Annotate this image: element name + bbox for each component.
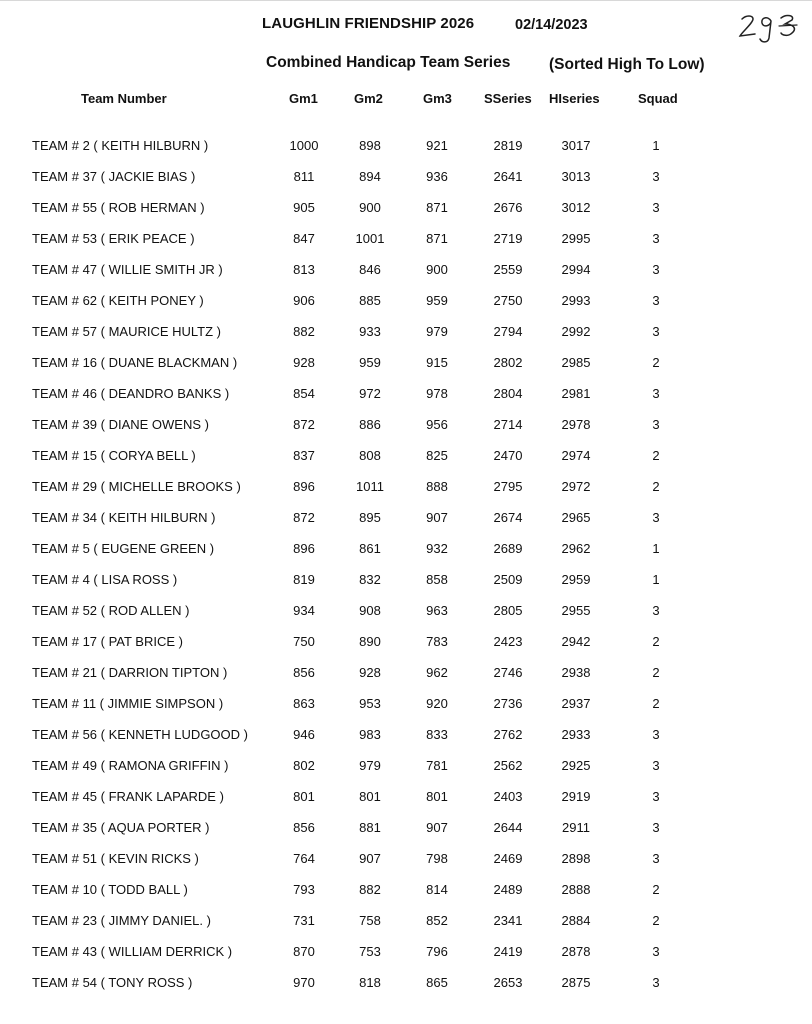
squad-number: 2 (652, 479, 660, 494)
game-2-score: 753 (359, 944, 381, 959)
table-row (0, 882, 812, 913)
handicap-series: 2875 (561, 975, 591, 990)
handicap-series: 2955 (561, 603, 591, 618)
table-row (0, 386, 812, 417)
game-1-score: 750 (293, 634, 315, 649)
report-subtitle: Combined Handicap Team Series (266, 54, 511, 71)
squad-number: 3 (652, 944, 660, 959)
table-row (0, 975, 812, 1006)
game-3-score: 921 (426, 138, 448, 153)
squad-number: 3 (652, 200, 660, 215)
table-row (0, 355, 812, 386)
squad-number: 3 (652, 386, 660, 401)
squad-number: 1 (652, 541, 660, 556)
squad-number: 3 (652, 758, 660, 773)
handicap-series: 3012 (561, 200, 591, 215)
team-name: TEAM # 55 ( ROB HERMAN ) (32, 200, 205, 215)
game-3-score: 852 (426, 913, 448, 928)
handicap-series: 2911 (562, 820, 590, 835)
game-2-score: 846 (359, 262, 381, 277)
scratch-series: 2736 (493, 696, 523, 711)
squad-number: 1 (652, 138, 660, 153)
game-3-score: 907 (426, 510, 448, 525)
game-1-score: 946 (293, 727, 315, 742)
game-3-score: 956 (426, 417, 448, 432)
team-name: TEAM # 45 ( FRANK LAPARDE ) (32, 789, 224, 804)
team-name: TEAM # 10 ( TODD BALL ) (32, 882, 188, 897)
game-3-score: 801 (426, 789, 448, 804)
scratch-series: 2423 (493, 634, 523, 649)
header-team-number: Team Number (81, 91, 167, 106)
game-1-score: 872 (293, 510, 315, 525)
team-name: TEAM # 56 ( KENNETH LUDGOOD ) (32, 727, 248, 742)
game-3-score: 814 (426, 882, 448, 897)
game-2-score: 1011 (356, 479, 384, 494)
game-2-score: 933 (359, 324, 381, 339)
table-row (0, 758, 812, 789)
team-name: TEAM # 34 ( KEITH HILBURN ) (32, 510, 216, 525)
team-name: TEAM # 51 ( KEVIN RICKS ) (32, 851, 199, 866)
squad-number: 2 (652, 696, 660, 711)
game-2-score: 861 (359, 541, 381, 556)
team-name: TEAM # 46 ( DEANDRO BANKS ) (32, 386, 230, 401)
game-2-score: 983 (359, 727, 381, 742)
table-row (0, 634, 812, 665)
game-1-score: 896 (293, 479, 315, 494)
table-row (0, 169, 812, 200)
scratch-series: 2489 (493, 882, 523, 897)
game-1-score: 813 (293, 262, 315, 277)
scratch-series: 2641 (493, 169, 523, 184)
handicap-series: 2994 (561, 262, 591, 277)
table-row (0, 603, 812, 634)
handicap-series: 2972 (561, 479, 591, 494)
game-3-score: 858 (426, 572, 448, 587)
game-1-score: 882 (293, 324, 315, 339)
handicap-series: 2978 (561, 417, 591, 432)
game-3-score: 833 (426, 727, 448, 742)
scratch-series: 2419 (493, 944, 523, 959)
game-2-score: 890 (359, 634, 381, 649)
scratch-series: 2805 (493, 603, 523, 618)
game-3-score: 936 (426, 169, 448, 184)
team-name: TEAM # 16 ( DUANE BLACKMAN ) (32, 355, 238, 370)
handicap-series: 2919 (561, 789, 591, 804)
team-name: TEAM # 57 ( MAURICE HULTZ ) (32, 324, 222, 339)
game-1-score: 928 (293, 355, 315, 370)
team-name: TEAM # 17 ( PAT BRICE ) (32, 634, 183, 649)
table-row (0, 293, 812, 324)
handicap-series: 2965 (561, 510, 591, 525)
team-name: TEAM # 23 ( JIMMY DANIEL. ) (32, 913, 211, 928)
game-1-score: 934 (293, 603, 315, 618)
top-rule (0, 0, 812, 1)
scratch-series: 2559 (493, 262, 523, 277)
team-name: TEAM # 4 ( LISA ROSS ) (32, 572, 178, 587)
handicap-series: 2981 (561, 386, 591, 401)
game-2-score: 953 (359, 696, 381, 711)
table-row (0, 479, 812, 510)
scratch-series: 2341 (493, 913, 523, 928)
table-row (0, 541, 812, 572)
team-name: TEAM # 15 ( CORYA BELL ) (32, 448, 196, 463)
game-1-score: 863 (293, 696, 315, 711)
game-1-score: 854 (293, 386, 315, 401)
scratch-series: 2746 (493, 665, 523, 680)
header-sseries: SSeries (484, 91, 532, 106)
table-row (0, 324, 812, 355)
handicap-series: 2878 (561, 944, 591, 959)
game-2-score: 808 (359, 448, 381, 463)
team-name: TEAM # 5 ( EUGENE GREEN ) (32, 541, 215, 556)
table-row (0, 696, 812, 727)
team-name: TEAM # 53 ( ERIK PEACE ) (32, 231, 195, 246)
game-3-score: 798 (426, 851, 448, 866)
title-line (0, 15, 812, 39)
scratch-series: 2719 (493, 231, 523, 246)
game-1-score: 856 (293, 665, 315, 680)
handicap-series: 2992 (561, 324, 591, 339)
header-gm1: Gm1 (289, 91, 318, 106)
squad-number: 3 (652, 975, 660, 990)
table-header (0, 91, 812, 113)
table-row (0, 944, 812, 975)
game-1-score: 837 (293, 448, 315, 463)
handicap-series: 2888 (561, 882, 591, 897)
game-2-score: 758 (359, 913, 381, 928)
squad-number: 2 (652, 665, 660, 680)
game-1-score: 793 (293, 882, 315, 897)
squad-number: 3 (652, 262, 660, 277)
scratch-series: 2470 (493, 448, 523, 463)
game-2-score: 894 (359, 169, 381, 184)
game-3-score: 871 (426, 200, 448, 215)
table-row (0, 665, 812, 696)
header-hseries: HIseries (549, 91, 600, 106)
squad-number: 2 (652, 882, 660, 897)
team-name: TEAM # 54 ( TONY ROSS ) (32, 975, 193, 990)
game-2-score: 979 (359, 758, 381, 773)
table-row (0, 417, 812, 448)
game-2-score: 900 (359, 200, 381, 215)
scratch-series: 2794 (493, 324, 523, 339)
squad-number: 3 (652, 293, 660, 308)
game-3-score: 796 (426, 944, 448, 959)
team-name: TEAM # 35 ( AQUA PORTER ) (32, 820, 210, 835)
team-name: TEAM # 43 ( WILLIAM DERRICK ) (32, 944, 233, 959)
scratch-series: 2509 (493, 572, 523, 587)
scratch-series: 2819 (493, 138, 523, 153)
handicap-series: 3017 (561, 138, 591, 153)
game-2-score: 895 (359, 510, 381, 525)
table-row (0, 138, 812, 169)
squad-number: 2 (652, 355, 660, 370)
scratch-series: 2653 (493, 975, 523, 990)
table-row (0, 200, 812, 231)
game-2-score: 882 (359, 882, 381, 897)
team-series-table (0, 138, 812, 1006)
scratch-series: 2674 (493, 510, 523, 525)
scratch-series: 2562 (493, 758, 523, 773)
game-3-score: 781 (426, 758, 448, 773)
scratch-series: 2403 (493, 789, 523, 804)
scratch-series: 2804 (493, 386, 523, 401)
team-name: TEAM # 11 ( JIMMIE SIMPSON ) (32, 696, 224, 711)
header-gm2: Gm2 (354, 91, 383, 106)
team-name: TEAM # 62 ( KEITH PONEY ) (32, 293, 204, 308)
handicap-series: 2884 (561, 913, 591, 928)
squad-number: 1 (652, 572, 660, 587)
game-3-score: 825 (426, 448, 448, 463)
game-2-score: 898 (359, 138, 381, 153)
game-3-score: 871 (426, 231, 448, 246)
game-3-score: 915 (426, 355, 448, 370)
team-name: TEAM # 52 ( ROD ALLEN ) (32, 603, 190, 618)
game-1-score: 802 (293, 758, 315, 773)
table-row (0, 820, 812, 851)
game-1-score: 731 (293, 913, 315, 928)
table-row (0, 572, 812, 603)
handicap-series: 2995 (561, 231, 591, 246)
table-row (0, 448, 812, 479)
game-1-score: 819 (293, 572, 315, 587)
handicap-series: 2985 (561, 355, 591, 370)
handicap-series: 2993 (561, 293, 591, 308)
game-3-score: 932 (426, 541, 448, 556)
game-1-score: 764 (293, 851, 315, 866)
handicap-series: 2898 (561, 851, 591, 866)
game-2-score: 886 (359, 417, 381, 432)
scratch-series: 2762 (493, 727, 523, 742)
squad-number: 3 (652, 169, 660, 184)
team-name: TEAM # 21 ( DARRION TIPTON ) (32, 665, 228, 680)
squad-number: 3 (652, 324, 660, 339)
handicap-series: 3013 (561, 169, 591, 184)
game-3-score: 920 (426, 696, 448, 711)
team-name: TEAM # 49 ( RAMONA GRIFFIN ) (32, 758, 229, 773)
game-3-score: 865 (426, 975, 448, 990)
handwritten-note (736, 10, 806, 46)
game-3-score: 907 (426, 820, 448, 835)
handicap-series: 2925 (561, 758, 591, 773)
squad-number: 3 (652, 727, 660, 742)
game-2-score: 928 (359, 665, 381, 680)
subtitle-line (0, 54, 812, 78)
game-1-score: 870 (293, 944, 315, 959)
game-1-score: 1000 (289, 138, 319, 153)
squad-number: 2 (652, 634, 660, 649)
game-1-score: 801 (293, 789, 315, 804)
team-name: TEAM # 47 ( WILLIE SMITH JR ) (32, 262, 223, 277)
game-1-score: 811 (293, 169, 315, 184)
game-2-score: 908 (359, 603, 381, 618)
team-name: TEAM # 37 ( JACKIE BIAS ) (32, 169, 196, 184)
table-row (0, 231, 812, 262)
squad-number: 3 (652, 820, 660, 835)
game-3-score: 783 (426, 634, 448, 649)
game-1-score: 856 (293, 820, 315, 835)
game-2-score: 885 (359, 293, 381, 308)
handicap-series: 2942 (561, 634, 591, 649)
game-3-score: 963 (426, 603, 448, 618)
scratch-series: 2802 (493, 355, 523, 370)
squad-number: 2 (652, 448, 660, 463)
game-3-score: 888 (426, 479, 448, 494)
game-2-score: 972 (359, 386, 381, 401)
header-gm3: Gm3 (423, 91, 452, 106)
handicap-series: 2974 (561, 448, 591, 463)
team-name: TEAM # 29 ( MICHELLE BROOKS ) (32, 479, 241, 494)
squad-number: 3 (652, 417, 660, 432)
game-1-score: 906 (293, 293, 315, 308)
table-row (0, 789, 812, 820)
scratch-series: 2795 (493, 479, 523, 494)
game-2-score: 1001 (355, 231, 385, 246)
table-row (0, 851, 812, 882)
handicap-series: 2962 (561, 541, 591, 556)
game-1-score: 847 (293, 231, 315, 246)
squad-number: 3 (652, 603, 660, 618)
scratch-series: 2689 (493, 541, 523, 556)
handicap-series: 2937 (561, 696, 591, 711)
handicap-series: 2959 (561, 572, 591, 587)
squad-number: 3 (652, 851, 660, 866)
game-2-score: 959 (359, 355, 381, 370)
game-1-score: 872 (293, 417, 315, 432)
game-2-score: 801 (359, 789, 381, 804)
game-3-score: 978 (426, 386, 448, 401)
game-1-score: 896 (293, 541, 315, 556)
scratch-series: 2469 (493, 851, 523, 866)
header-squad: Squad (638, 91, 678, 106)
game-1-score: 905 (293, 200, 315, 215)
squad-number: 3 (652, 789, 660, 804)
game-2-score: 832 (359, 572, 381, 587)
table-row (0, 510, 812, 541)
game-2-score: 907 (359, 851, 381, 866)
scratch-series: 2644 (493, 820, 523, 835)
squad-number: 3 (652, 510, 660, 525)
table-row (0, 913, 812, 944)
handicap-series: 2938 (561, 665, 591, 680)
game-1-score: 970 (293, 975, 315, 990)
game-3-score: 959 (426, 293, 448, 308)
game-3-score: 900 (426, 262, 448, 277)
handicap-series: 2933 (561, 727, 591, 742)
document-date: 02/14/2023 (515, 17, 588, 33)
game-2-score: 881 (359, 820, 381, 835)
scratch-series: 2714 (493, 417, 523, 432)
document-title: LAUGHLIN FRIENDSHIP 2026 (262, 15, 475, 32)
team-name: TEAM # 2 ( KEITH HILBURN ) (32, 138, 209, 153)
game-3-score: 979 (426, 324, 448, 339)
sort-note: (Sorted High To Low) (549, 56, 705, 73)
squad-number: 2 (652, 913, 660, 928)
team-name: TEAM # 39 ( DIANE OWENS ) (32, 417, 209, 432)
table-row (0, 727, 812, 758)
scratch-series: 2750 (493, 293, 523, 308)
table-row (0, 262, 812, 293)
scratch-series: 2676 (493, 200, 523, 215)
game-2-score: 818 (359, 975, 381, 990)
squad-number: 3 (652, 231, 660, 246)
game-3-score: 962 (426, 665, 448, 680)
